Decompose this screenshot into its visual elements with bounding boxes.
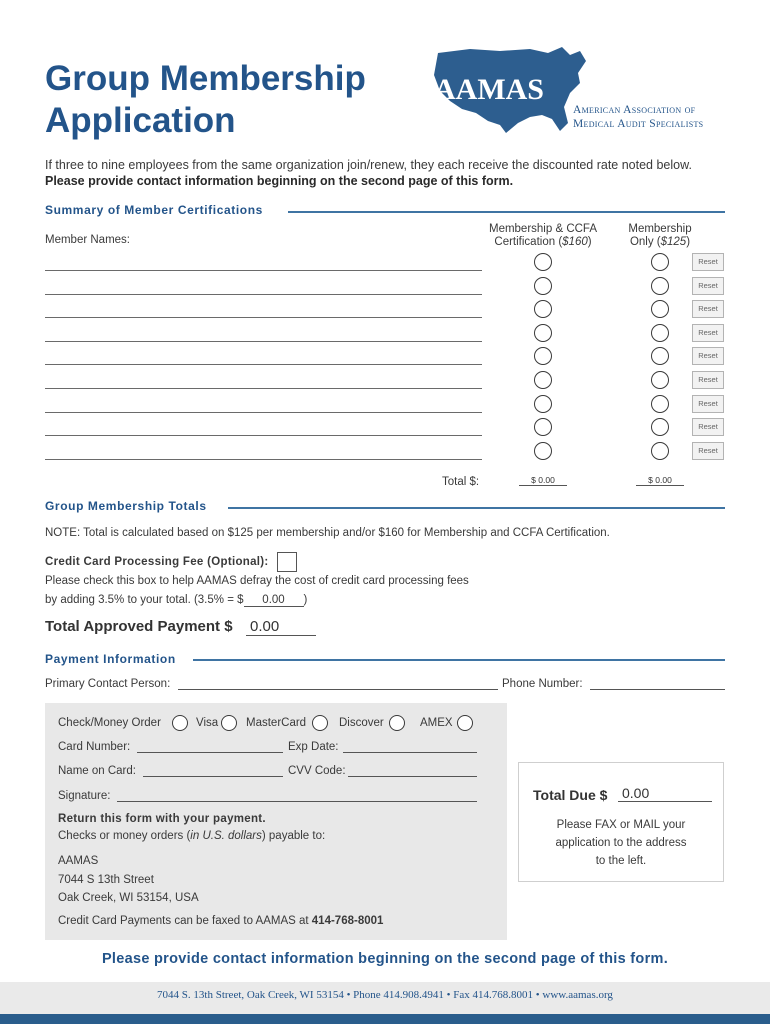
- reset-button[interactable]: Reset: [692, 324, 724, 342]
- col-ccfa-line1: Membership & CCFA: [488, 223, 597, 235]
- membership-radio[interactable]: [651, 277, 669, 295]
- payment-option-radio[interactable]: [457, 715, 473, 731]
- payment-option-label: AMEX: [420, 717, 453, 729]
- col-membership-line1: Membership: [628, 223, 692, 235]
- totals-note: NOTE: Total is calculated based on $125 per membership and/or $160 for Membership and CCFA Certification.: [45, 527, 610, 539]
- due-note-2: application to the address: [555, 837, 687, 849]
- payment-option-label: Check/Money Order: [58, 717, 161, 729]
- aamas-logo: [430, 43, 590, 138]
- summary-heading: Summary of Member Certifications: [45, 203, 263, 217]
- reset-button[interactable]: Reset: [692, 347, 724, 365]
- payment-option-radio[interactable]: [221, 715, 237, 731]
- payment-option-label: MasterCard: [246, 717, 307, 729]
- title-line-2: Application: [45, 101, 236, 140]
- ccfa-radio[interactable]: [534, 418, 552, 436]
- payment-option-radio[interactable]: [312, 715, 328, 731]
- total-ccfa: $ 0.00: [519, 475, 567, 486]
- member-name-field[interactable]: [45, 412, 482, 413]
- total-payment-value: 0.00: [246, 618, 316, 636]
- fee-checkbox[interactable]: [277, 552, 297, 572]
- member-name-field[interactable]: [45, 270, 482, 271]
- footer-text: 7044 S. 13th Street, Oak Creek, WI 53154 • Phone 414.908.4941 • Fax 414.768.8001 • www.aamas.org: [157, 989, 613, 1001]
- name-on-card-label: Name on Card:: [58, 765, 136, 777]
- total-membership: $ 0.00: [636, 475, 684, 486]
- col-ccfa-header: [483, 223, 603, 249]
- org-line-2: Medical Audit Specialists: [573, 118, 704, 130]
- primary-contact-field[interactable]: [178, 689, 498, 690]
- fee-line-2-b: ): [303, 594, 308, 606]
- intro-text: [45, 157, 705, 189]
- total-label: Total $:: [442, 476, 480, 488]
- payment-option-label: Visa: [196, 717, 219, 729]
- ccfa-radio[interactable]: [534, 371, 552, 389]
- member-names-label: Member Names:: [45, 234, 130, 246]
- signature-field[interactable]: [117, 801, 477, 802]
- membership-radio[interactable]: [651, 253, 669, 271]
- phone-label: Phone Number:: [502, 678, 583, 690]
- name-on-card-field[interactable]: [143, 776, 283, 777]
- membership-radio[interactable]: [651, 442, 669, 460]
- ccfa-radio[interactable]: [534, 347, 552, 365]
- reset-button[interactable]: Reset: [692, 277, 724, 295]
- col-ccfa-line2: Certification ($160): [494, 236, 592, 248]
- summary-rule: [288, 211, 725, 213]
- membership-radio[interactable]: [651, 395, 669, 413]
- membership-radio[interactable]: [651, 347, 669, 365]
- address-line-2: 7044 S 13th Street: [58, 874, 154, 886]
- reset-button[interactable]: Reset: [692, 371, 724, 389]
- due-note-1: Please FAX or MAIL your: [556, 819, 686, 831]
- fax-number: 414-768-8001: [311, 915, 384, 927]
- member-name-field[interactable]: [45, 317, 482, 318]
- payment-heading: Payment Information: [45, 652, 176, 666]
- signature-label: Signature:: [58, 790, 111, 802]
- reset-button[interactable]: Reset: [692, 418, 724, 436]
- ccfa-radio[interactable]: [534, 395, 552, 413]
- payment-rule: [193, 659, 725, 661]
- membership-radio[interactable]: [651, 300, 669, 318]
- payment-option-radio[interactable]: [389, 715, 405, 731]
- member-name-field[interactable]: [45, 294, 482, 295]
- total-payment-label: Total Approved Payment $: [45, 618, 233, 635]
- group-totals-rule: [228, 507, 725, 509]
- member-name-field[interactable]: [45, 364, 482, 365]
- card-number-label: Card Number:: [58, 741, 131, 753]
- payment-option-label: Discover: [339, 717, 384, 729]
- page-title: [45, 58, 366, 142]
- ccfa-radio[interactable]: [534, 300, 552, 318]
- primary-contact-label: Primary Contact Person:: [45, 678, 171, 690]
- member-name-field[interactable]: [45, 435, 482, 436]
- phone-field[interactable]: [590, 689, 725, 690]
- reset-button[interactable]: Reset: [692, 395, 724, 413]
- intro-plain: If three to nine employees from the same organization join/renew, they each receive the discounted rate noted below.: [45, 158, 692, 172]
- bottom-note: Please provide contact information beginning on the second page of this form.: [101, 951, 669, 967]
- membership-radio[interactable]: [651, 371, 669, 389]
- cvv-field[interactable]: [348, 776, 477, 777]
- title-line-1: Group Membership: [45, 59, 366, 98]
- exp-date-label: Exp Date:: [288, 741, 339, 753]
- fee-line-2: [45, 594, 307, 607]
- member-name-field[interactable]: [45, 341, 482, 342]
- ccfa-radio[interactable]: [534, 442, 552, 460]
- fee-line-2-a: by adding 3.5% to your total. (3.5% = $: [45, 594, 244, 606]
- cvv-label: CVV Code:: [288, 765, 346, 777]
- due-note: [518, 816, 724, 870]
- fax-line: Credit Card Payments can be faxed to AAMAS at 414-768-8001: [58, 915, 384, 927]
- member-name-field[interactable]: [45, 388, 482, 389]
- org-name: [573, 103, 703, 131]
- col-membership-line2: Only ($125): [629, 236, 691, 248]
- intro-bold: Please provide contact information beginning on the second page of this form.: [45, 174, 514, 188]
- total-due-label: Total Due $: [533, 787, 608, 803]
- ccfa-radio[interactable]: [534, 324, 552, 342]
- col-membership-header: [615, 223, 705, 249]
- address-line-1: AAMAS: [58, 855, 99, 867]
- address-line-3: Oak Creek, WI 53154, USA: [58, 892, 199, 904]
- group-totals-heading: Group Membership Totals: [45, 499, 207, 513]
- membership-radio[interactable]: [651, 418, 669, 436]
- due-note-3: to the left.: [595, 855, 647, 867]
- fee-value: 0.00: [244, 594, 304, 607]
- return-label: Return this form with your payment.: [58, 813, 266, 825]
- logo-text: AAMAS: [434, 73, 544, 106]
- reset-button[interactable]: Reset: [692, 300, 724, 318]
- ccfa-radio[interactable]: [534, 277, 552, 295]
- card-number-field[interactable]: [137, 752, 283, 753]
- checks-line: Checks or money orders (in U.S. dollars) payable to:: [58, 830, 326, 842]
- member-name-field[interactable]: [45, 459, 482, 460]
- reset-button[interactable]: Reset: [692, 442, 724, 460]
- exp-date-field[interactable]: [343, 752, 477, 753]
- fee-line-1: Please check this box to help AAMAS defray the cost of credit card processing fees: [45, 575, 469, 587]
- footer-bar: [0, 1014, 770, 1024]
- membership-radio[interactable]: [651, 324, 669, 342]
- total-due-value: 0.00: [618, 785, 712, 802]
- reset-button[interactable]: Reset: [692, 253, 724, 271]
- ccfa-radio[interactable]: [534, 253, 552, 271]
- org-line-1: American Association of: [573, 104, 696, 116]
- fee-label: Credit Card Processing Fee (Optional):: [45, 556, 269, 568]
- payment-option-radio[interactable]: [172, 715, 188, 731]
